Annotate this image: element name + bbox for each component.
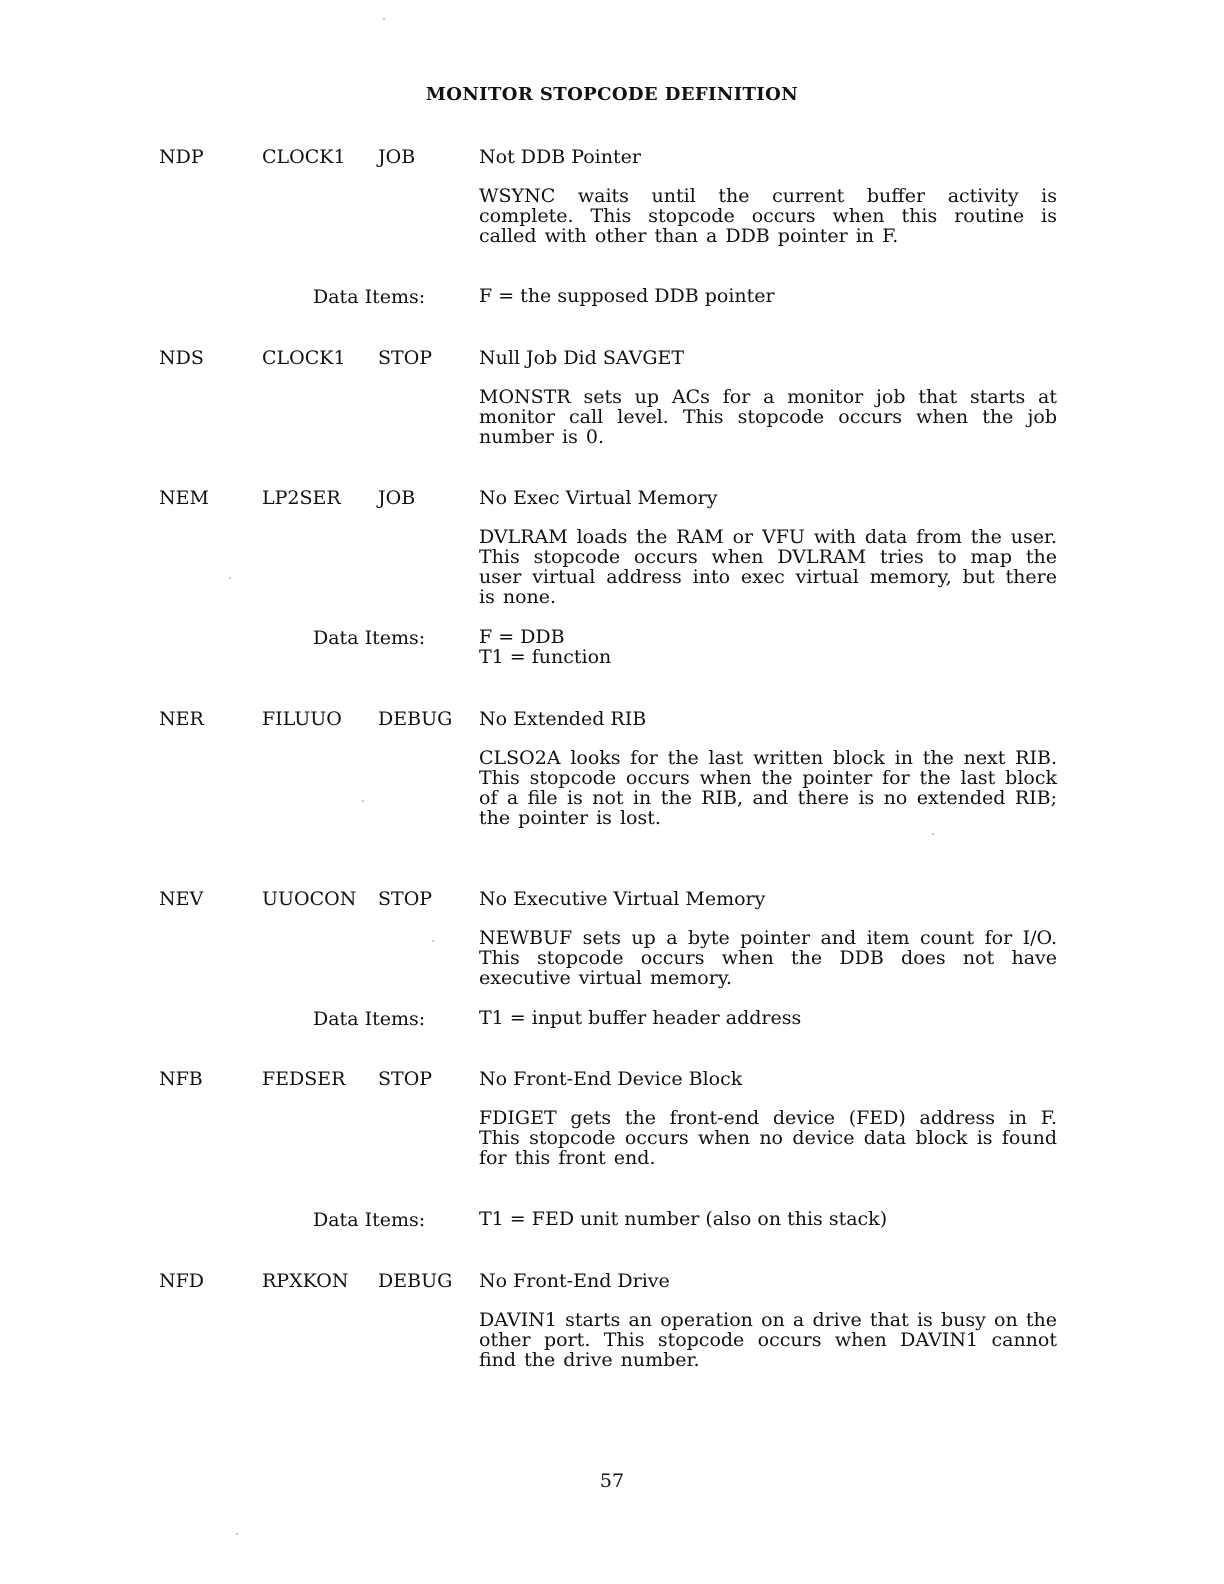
stopcode-module: FEDSER [262, 1068, 346, 1090]
data-item: F = DDB [479, 626, 565, 648]
stopcode-type: JOB [378, 146, 416, 168]
stopcode-module: RPXKON [262, 1270, 349, 1292]
stopcode-type: DEBUG [378, 1270, 453, 1292]
scan-speck [236, 1533, 238, 1535]
page-title: MONITOR STOPCODE DEFINITION [425, 84, 799, 105]
stopcode-description: MONSTR sets up ACs for a monitor job that starts at monitor call level. This stopcode occurs when the job number is 0. [479, 386, 1057, 448]
scan-speck [432, 940, 434, 942]
stopcode-code: NEV [159, 888, 204, 910]
data-item: T1 = input buffer header address [479, 1007, 802, 1029]
stopcode-code: NEM [159, 487, 209, 509]
stopcode-description: DAVIN1 starts an operation on a drive that is busy on the other port. This stopcode occurs when DAVIN1 cannot find the drive number. [479, 1309, 1057, 1371]
stopcode-code: NDP [159, 146, 204, 168]
stopcode-type: JOB [378, 487, 416, 509]
stopcode-name: No Front-End Drive [479, 1270, 670, 1292]
data-item: T1 = FED unit number (also on this stack) [479, 1208, 888, 1230]
stopcode-module: CLOCK1 [262, 146, 346, 168]
stopcode-type: STOP [378, 347, 433, 369]
data-item: F = the supposed DDB pointer [479, 285, 775, 307]
stopcode-name: No Exec Virtual Memory [479, 487, 718, 509]
data-items-label: Data Items: [313, 627, 426, 649]
stopcode-type: STOP [378, 888, 433, 910]
scan-speck [362, 800, 364, 802]
stopcode-code: NFD [159, 1270, 205, 1292]
stopcode-module: UUOCON [262, 888, 357, 910]
stopcode-name: Not DDB Pointer [479, 146, 641, 168]
stopcode-module: LP2SER [262, 487, 341, 509]
stopcode-module: FILUUO [262, 708, 342, 730]
stopcode-description: FDIGET gets the front-end device (FED) address in F. This stopcode occurs when no device data block is found for this front end. [479, 1107, 1057, 1169]
stopcode-description: NEWBUF sets up a byte pointer and item count for I/O. This stopcode occurs when the DDB does not have executive virtual memory. [479, 927, 1057, 989]
stopcode-module: CLOCK1 [262, 347, 346, 369]
stopcode-name: Null Job Did SAVGET [479, 347, 685, 369]
scan-speck [229, 577, 231, 579]
stopcode-code: NDS [159, 347, 204, 369]
data-items-label: Data Items: [313, 286, 426, 308]
scan-speck [932, 833, 934, 835]
stopcode-code: NER [159, 708, 204, 730]
data-item: T1 = function [479, 646, 612, 668]
stopcode-type: DEBUG [378, 708, 453, 730]
scan-speck [383, 18, 385, 20]
stopcode-description: CLSO2A looks for the last written block in the next RIB. This stopcode occurs when the pointer for the last block of a file is not in the RIB, and there is no extended RIB; the pointer is lost. [479, 747, 1057, 829]
data-items-label: Data Items: [313, 1209, 426, 1231]
data-items-list [479, 627, 611, 667]
data-items-list [479, 1209, 887, 1229]
data-items-list [479, 1008, 801, 1028]
data-items-label: Data Items: [313, 1008, 426, 1030]
stopcode-code: NFB [159, 1068, 203, 1090]
stopcode-type: STOP [378, 1068, 433, 1090]
stopcode-name: No Front-End Device Block [479, 1068, 743, 1090]
page-number: 57 [599, 1470, 625, 1492]
stopcode-description: WSYNC waits until the current buffer activity is complete. This stopcode occurs when this routine is called with other than a DDB pointer in F. [479, 185, 1057, 247]
stopcode-name: No Executive Virtual Memory [479, 888, 766, 910]
stopcode-name: No Extended RIB [479, 708, 647, 730]
stopcode-description: DVLRAM loads the RAM or VFU with data from the user. This stopcode occurs when DVLRAM tries to map the user virtual address into exec virtual memory, but there is none. [479, 526, 1057, 608]
data-items-list [479, 286, 775, 306]
